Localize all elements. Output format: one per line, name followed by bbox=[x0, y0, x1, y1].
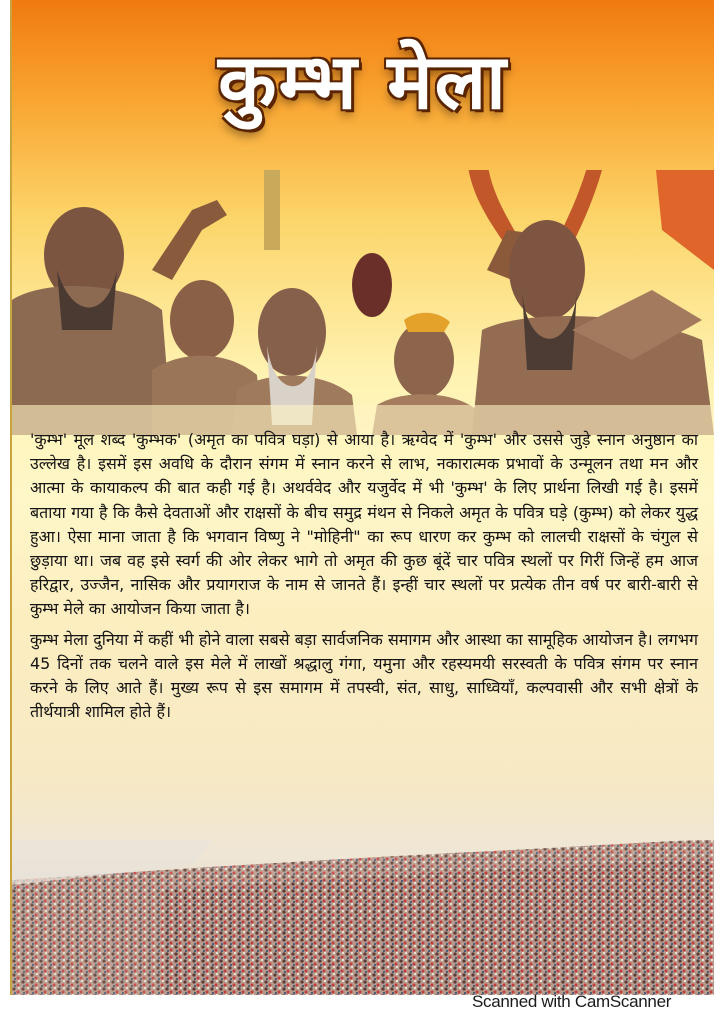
scanner-watermark: Scanned with CamScanner bbox=[472, 992, 672, 1011]
paragraph-origin: 'कुम्भ' मूल शब्द 'कुम्भक' (अमृत का पवित्र घड़ा) से आया है। ऋग्वेद में 'कुम्भ' और उससे जुड़े स्नान अनुष्ठान का उल्लेख है। इसमें इस अवधि के दौरान संगम में स्नान करने से लाभ, नकारात्मक प्रभावों के उन्मूलन तथा मन और आत्मा के कायाकल्प की बात कही गई है। अथर्ववेद और यजुर्वेद में भी 'कुम्भ' के लिए प्रार्थना लिखी गई है। इसमें बताया गया है कि कैसे देवताओं और राक्षसों के बीच समुद्र मंथन से निकले अमृत के पवित्र घड़े (कुम्भ) को लेकर युद्ध हुआ। ऐसा माना जाता है कि भगवान विष्णु ने "मोहिनी" का रूप धारण कर कुम्भ को लालची राक्षसों के चंगुल से छुड़ाया था। जब वह इसे स्वर्ग की ओर लेकर भागे तो अमृत की कुछ बूंदें चार पवित्र स्थलों पर गिरीं जिन्हें हम आज हरिद्वार, उज्जैन, नासिक और प्रयागराज के नाम से जानते हैं। इन्हीं चार स्थलों पर प्रत्येक तीन वर्ष पर बारी-बारी से कुम्भ मेले का आयोजन किया जाता है। bbox=[30, 430, 698, 619]
kumbh-mela-poster bbox=[10, 0, 714, 995]
article-body bbox=[30, 428, 698, 730]
poster-title: कुम्भ मेला bbox=[218, 37, 508, 126]
crowd-photo bbox=[12, 840, 714, 995]
sadhus-photo bbox=[12, 170, 714, 435]
paragraph-gathering: कुम्भ मेला दुनिया में कहीं भी होने वाला सबसे बड़ा सार्वजनिक समागम और आस्था का सामूहिक आयोजन है। लगभग 45 दिनों तक चलने वाले इस मेले में लाखों श्रद्धालु गंगा, यमुना और रहस्यमयी सरस्वती के पवित्र संगम पर स्नान करने के लिए आते हैं। मुख्य रूप से इस समागम में तपस्वी, संत, साधु, साध्वियाँ, कल्पवासी और सभी क्षेत्रों के तीर्थयात्री शामिल होते हैं। bbox=[30, 629, 698, 722]
